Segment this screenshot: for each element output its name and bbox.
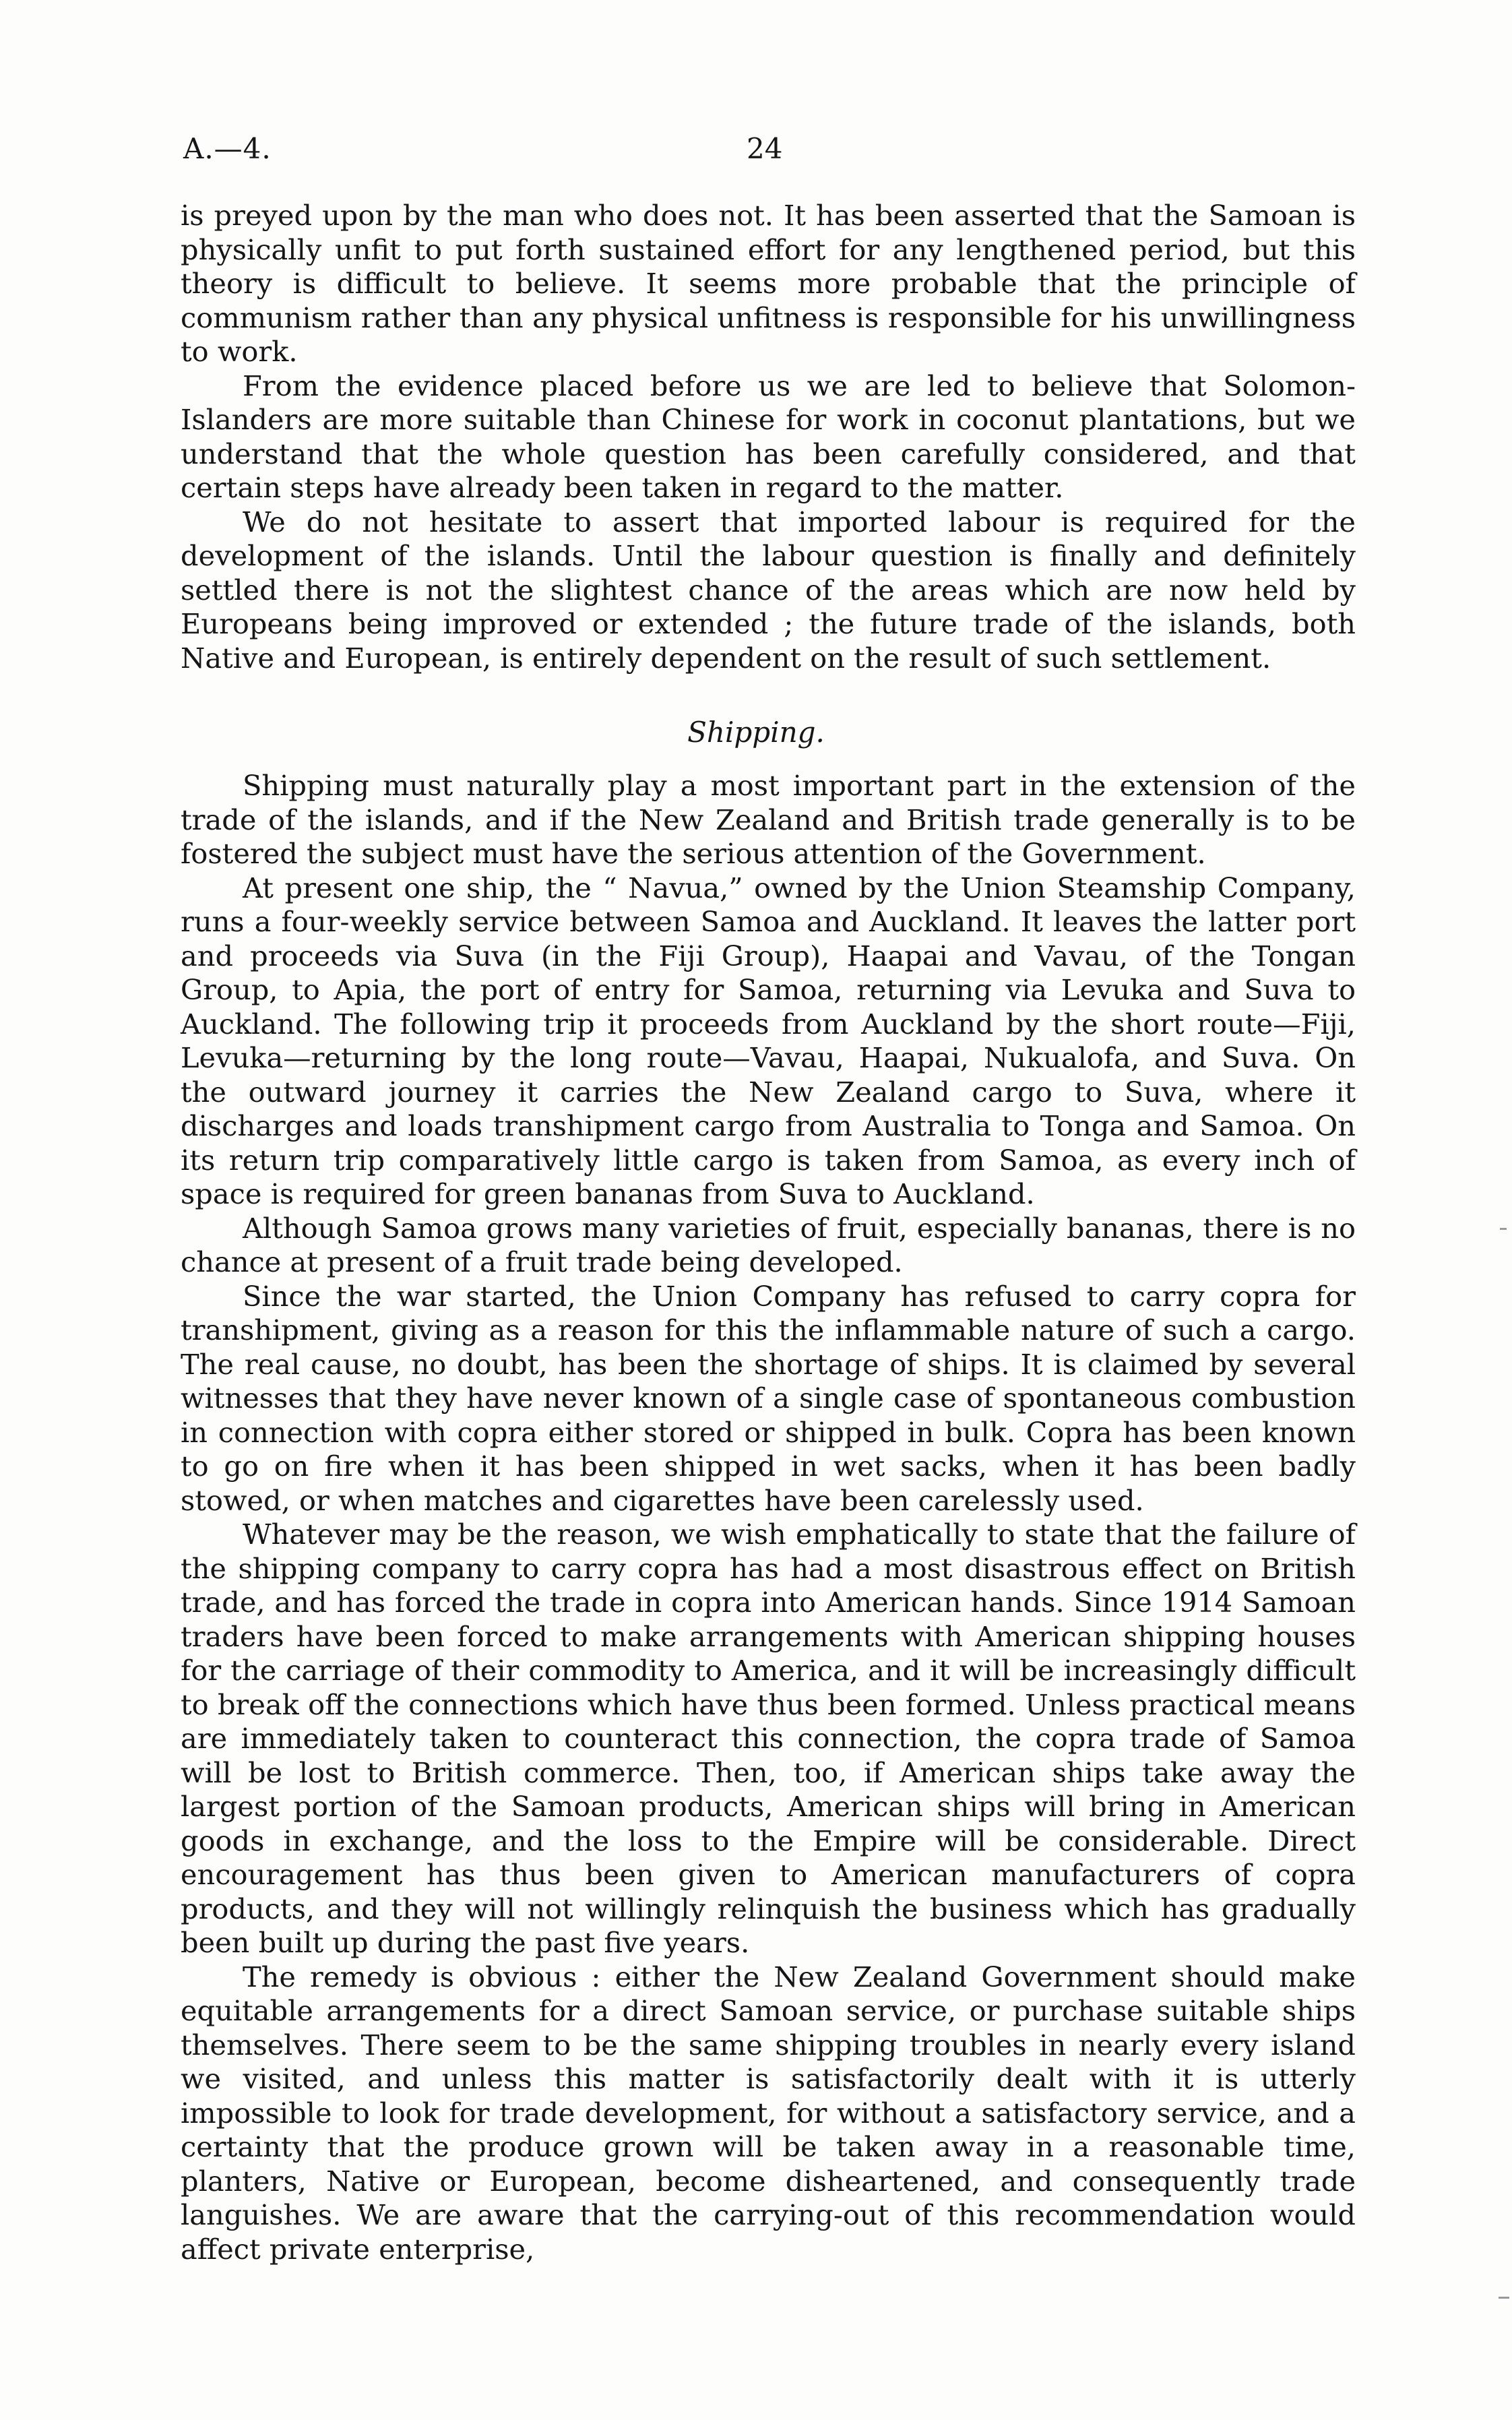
paragraph: is preyed upon by the man who does not. It has been asserted that the Samoan is physically unfit to put forth sustained effort for any lengthened period, but this theory is difficult to believe. It seems more probable that the principle of communism rather than any physical unfitness is responsible for his unwillingness to work. xyxy=(181,199,1356,368)
paragraph: From the evidence placed before us we are led to believe that Solomon-Islanders are more suitable than Chinese for work in coconut plantations, but we understand that the whole question has been carefully considered, and that certain steps have already been taken in regard to the matter. xyxy=(181,369,1356,504)
paragraph: Whatever may be the reason, we wish emphatically to state that the failure of the shipping company to carry copra has had a most disastrous effect on British trade, and has forced the trade in copra into American hands. Since 1914 Samoan traders have been forced to make arrangements with American shipping houses for the carriage of their commodity to America, and it will be increasingly difficult to break off the connections which have thus been formed. Unless practical means are immediately taken to counteract this connection, the copra trade of Samoa will be lost to British commerce. Then, too, if American ships take away the largest portion of the Samoan products, American ships will bring in American goods in exchange, and the loss to the Empire will be considerable. Direct encouragement has thus been given to American manufacturers of copra products, and they will not willingly relinquish the business which has gradually been built up during the past five years. xyxy=(181,1518,1356,1959)
page-number: 24 xyxy=(747,132,783,165)
scan-margin-mark xyxy=(1500,1228,1507,1230)
paragraph: The remedy is obvious : either the New Zealand Government should make equitable arrangements for a direct Samoan service, or purchase suitable ships themselves. There seem to be the same shipping troubles in nearly every island we visited, and unless this matter is satisfactorily dealt with it is utterly impossible to look for trade development, for without a satisfactory service, and a certainty that the produce grown will be taken away in a reasonable time, planters, Native or European, become disheartened, and consequently trade languishes. We are aware that the carrying-out of this recommendation would affect private enterprise, xyxy=(181,1960,1356,2266)
paragraph: Shipping must naturally play a most important part in the extension of the trade of the islands, and if the New Zealand and British trade generally is to be fostered the subject must have the serious attention of the Government. xyxy=(181,769,1356,870)
shipping-text-block xyxy=(181,769,1356,2266)
scan-margin-mark xyxy=(1499,2297,1509,2299)
paragraph: We do not hesitate to assert that imported labour is required for the development of the islands. Until the labour question is finally and definitely settled there is not the slightest chance of the areas which are now held by Europeans being improved or extended ; the future trade of the islands, both Native and European, is entirely dependent on the result of such settlement. xyxy=(181,505,1356,675)
paragraph: Although Samoa grows many varieties of fruit, especially bananas, there is no chance at present of a fruit trade being developed. xyxy=(181,1211,1356,1278)
section-heading-shipping: Shipping. xyxy=(687,716,825,749)
paragraph: Since the war started, the Union Company has refused to carry copra for transhipment, giving as a reason for this the inflammable nature of such a cargo. The real cause, no doubt, has been the shortage of ships. It is claimed by several witnesses that they have never known of a single case of spontaneous combustion in connection with copra either stored or shipped in bulk. Copra has been known to go on fire when it has been shipped in wet sacks, when it has been badly stowed, or when matches and cigarettes have been carelessly used. xyxy=(181,1279,1356,1517)
paragraph: At present one ship, the “ Navua,” owned by the Union Steamship Company, runs a four-weekly service between Samoa and Auckland. It leaves the latter port and proceeds via Suva (in the Fiji Group), Haapai and Vavau, of the Tongan Group, to Apia, the port of entry for Samoa, returning via Levuka and Suva to Auckland. The following trip it proceeds from Auckland by the short route—Fiji, Levuka—returning by the long route—Vavau, Haapai, Nukualofa, and Suva. On the outward journey it carries the New Zealand cargo to Suva, where it discharges and loads transhipment cargo from Australia to Tonga and Samoa. On its return trip comparatively little cargo is taken from Samoa, as every inch of space is required for green bananas from Suva to Auckland. xyxy=(181,871,1356,1210)
intro-text-block xyxy=(181,199,1356,675)
document-reference: A.—4. xyxy=(183,132,272,165)
